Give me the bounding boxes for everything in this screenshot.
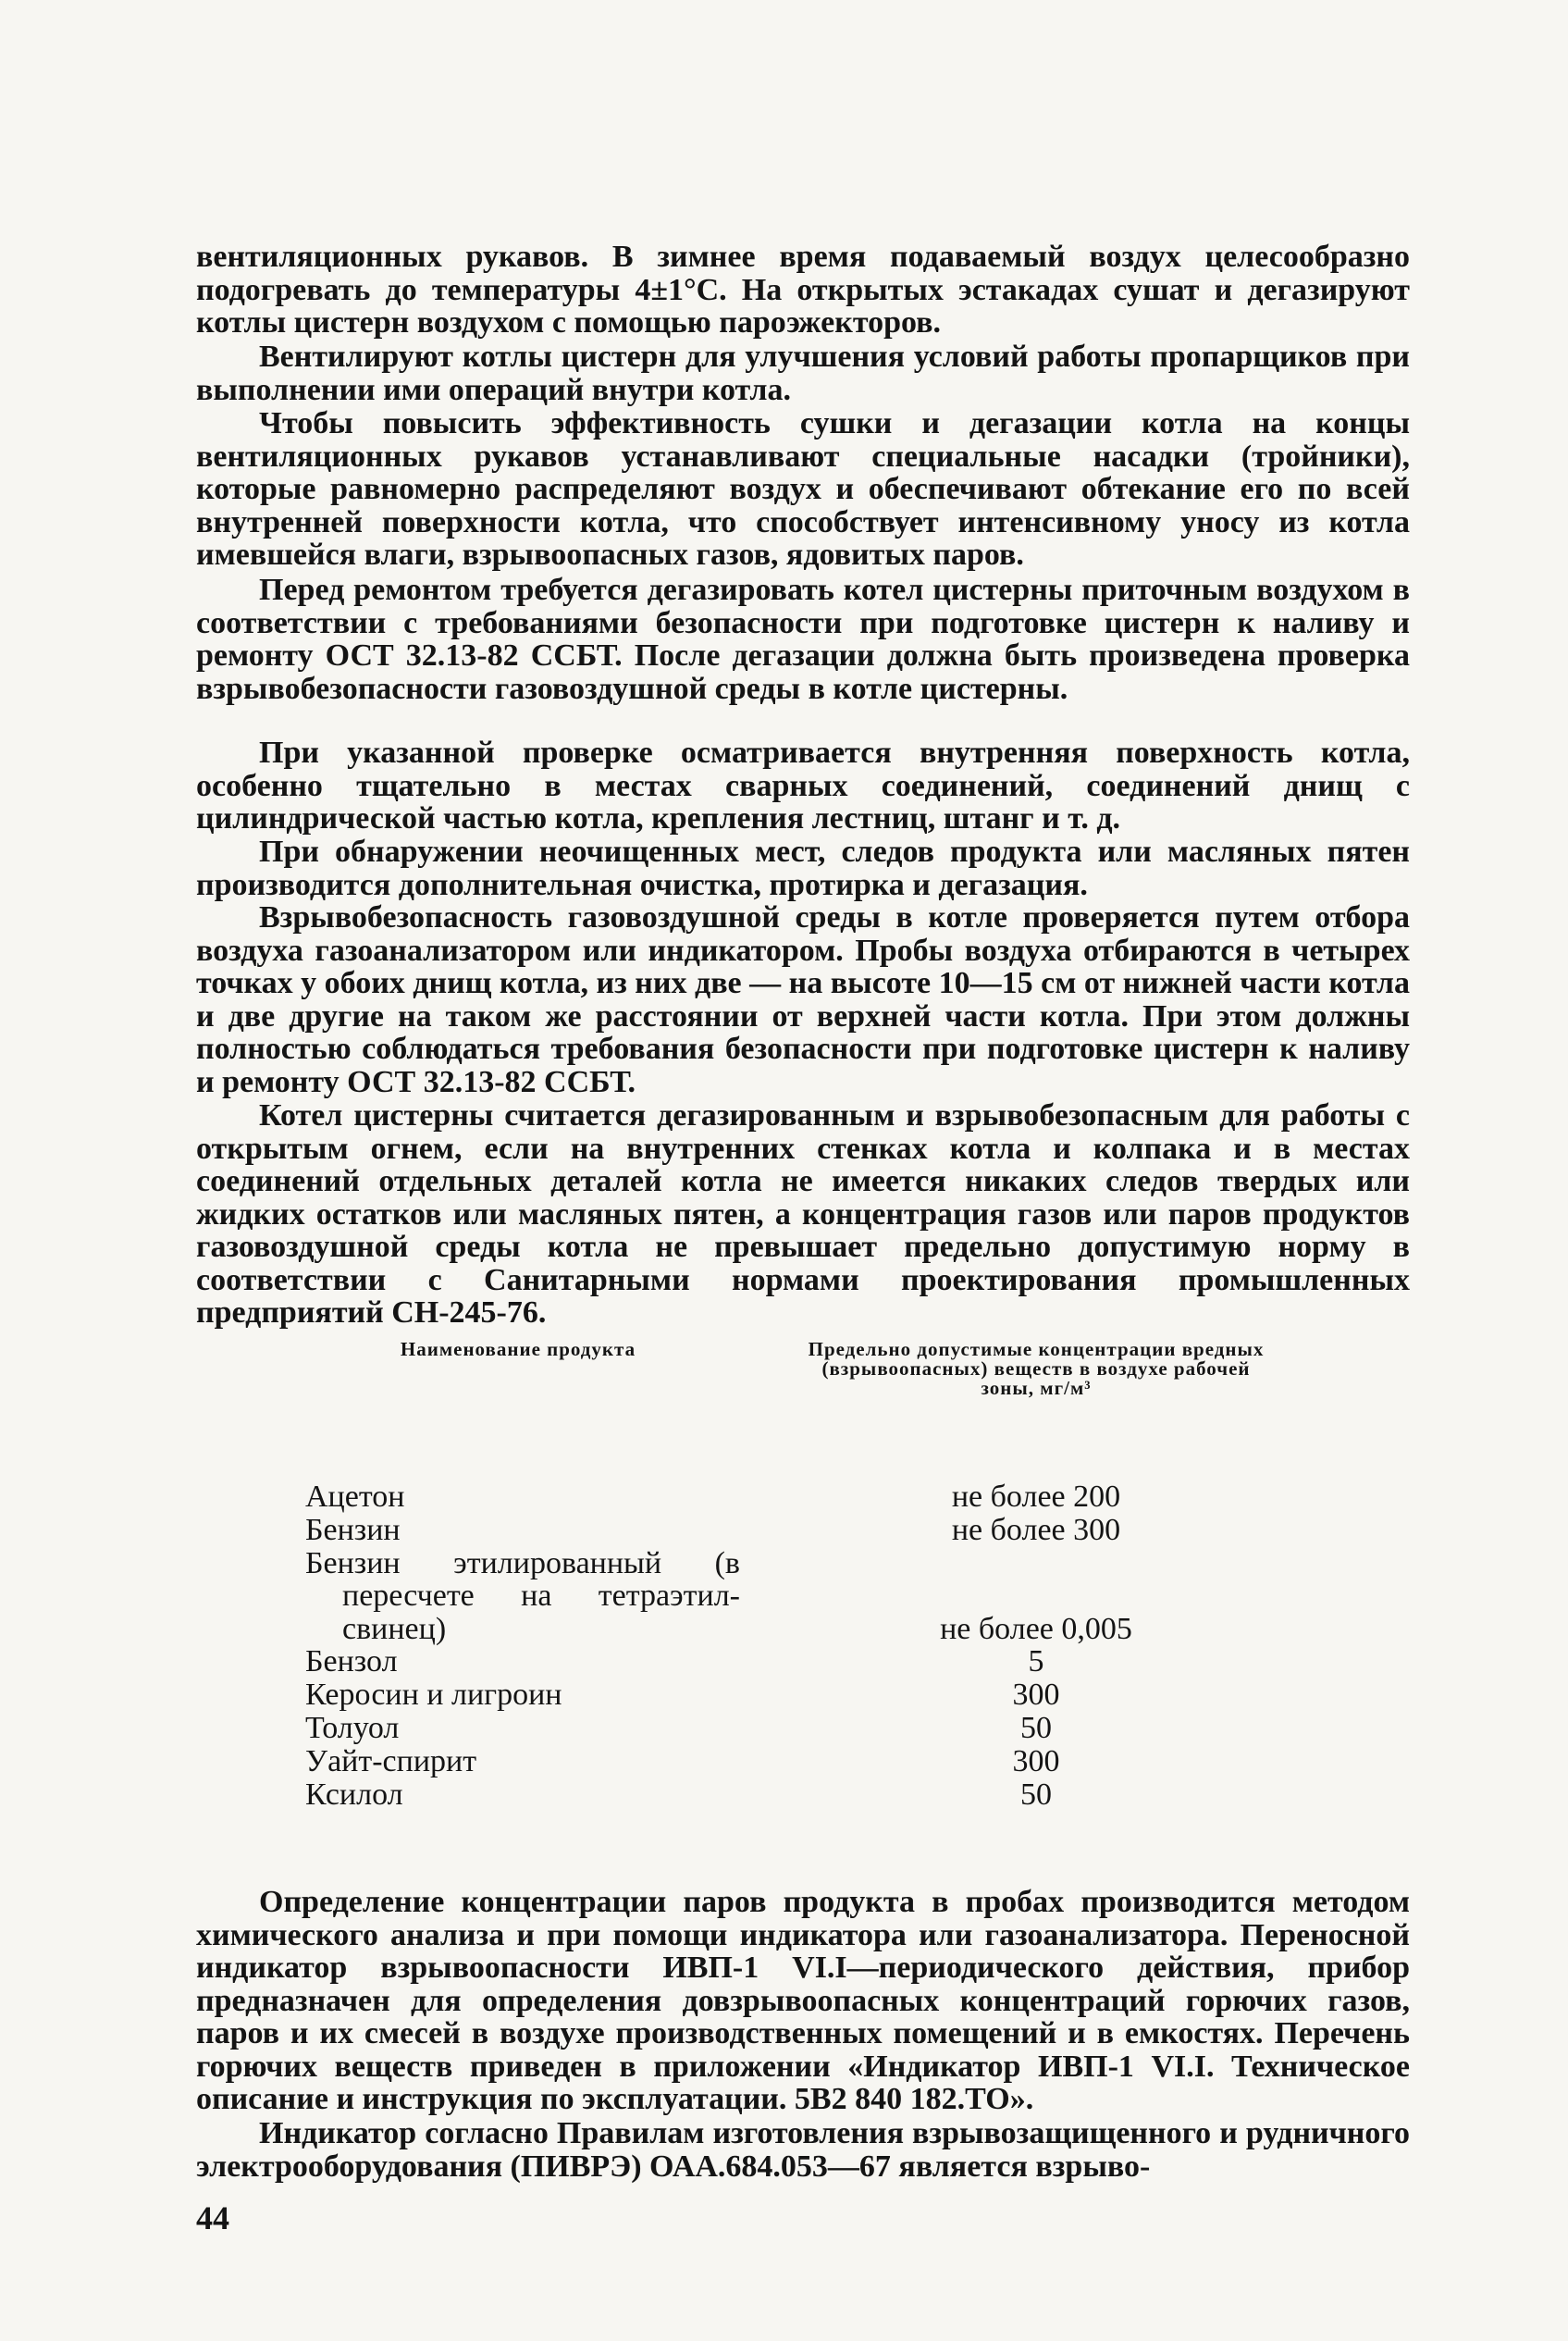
table-row-value: 50	[1020, 1711, 1052, 1745]
table-row-name: Бензин	[305, 1513, 401, 1547]
table-row-name: Керосин и лигроин	[305, 1678, 562, 1712]
paragraph-9: Определение концентрации паров продукта в пробах производится методом химического анализа и при помощи индикатора или газоанализатора. Переносной индикатор взрывоопасности ИВП-1 VI.I—периодического действия, прибор предназначен для определения довзрывоопасных концентраций горючих газов, паров и их смесей в воздухе производственных помещений и в емкостях. Перечень горючих веществ приведен в приложении «Индикатор ИВП-1 VI.I. Техническое описание и инструкция по эксплуатации. 5В2 840 182.ТО».	[196, 1885, 1410, 2116]
paragraph-2: Вентилируют котлы цистерн для улучшения условий работы пропарщиков при выполнении ими операций внутри котла.	[196, 340, 1410, 407]
table-row-name: Бензин этилированный (в	[305, 1546, 740, 1580]
table-row-name: Ацетон	[305, 1480, 405, 1514]
table-row-value: 50	[1020, 1777, 1052, 1812]
paragraph-7: Взрывобезопасность газовоздушной среды в котле проверяется путем отбора воздуха газоанализатором или индикатором. Пробы воздуха отбираются в четырех точках у обоих днищ котла, из них две — на высоте 10—15 см от нижней части котла и две другие на таком же расстоянии от верхней части котла. При этом должны полностью соблюдаться требования безопасности при подготовке цистерн к наливу и ремонту ОСТ 32.13-82 ССБТ.	[196, 900, 1410, 1099]
table-row-value: 300	[1012, 1678, 1060, 1712]
table-row-name: свинец)	[342, 1612, 447, 1646]
paragraph-8: Котел цистерны считается дегазированным и взрывобезопасным для работы с открытым огнем, если на внутренних стенках котла и колпака и в местах соединений отдельных деталей котла не имеется никаких следов твердых или жидких остатков или масляных пятен, а концентрация газов или паров продуктов газовоздушной среды котла не превышает предельно допустимую норму в соответствии с Санитарными нормами проектирования промышленных предприятий СН-245-76.	[196, 1098, 1410, 1330]
paragraph-5: При указанной проверке осматривается внутренняя поверхность котла, особенно тщательно в местах сварных соединений, соединений днищ с цилиндрической частью котла, крепления лестниц, штанг и т. д.	[196, 736, 1410, 836]
column-header-concentration: Предельно допустимые концентрации вредных (взрывоопасных) веществ в воздухе рабочей зоны, мг/м³	[808, 1338, 1265, 1399]
table-row-name: Толуол	[305, 1711, 400, 1745]
paragraph-3: Чтобы повысить эффективность сушки и дегазации котла на концы вентиляционных рукавов устанавливают специальные насадки (тройники), которые равномерно распределяют воздух и обеспечивают обтекание его по всей внутренней поверхности котла, что способствует интенсивному уносу из котла имевшейся влаги, взрывоопасных газов, ядовитых паров.	[196, 406, 1410, 572]
column-header-product: Наименование продукта	[400, 1338, 636, 1360]
paragraph-10: Индикатор согласно Правилам изготовления взрывозащищенного и рудничного электрооборудования (ПИВРЭ) ОАА.684.053—67 является взрыво-	[196, 2116, 1410, 2184]
paragraph-6: При обнаружении неочищенных мест, следов продукта или масляных пятен производится дополнительная очистка, протирка и дегазация.	[196, 835, 1410, 902]
table-row-value: не более 200	[951, 1480, 1121, 1514]
table-row-value: не более 300	[951, 1513, 1121, 1547]
page-number: 44	[196, 2199, 229, 2236]
table-row-value: не более 0,005	[940, 1612, 1132, 1646]
table-row-name: Уайт-спирит	[305, 1744, 477, 1778]
table-row-name: Ксилол	[305, 1777, 403, 1812]
paragraph-4: Перед ремонтом требуется дегазировать котел цистерны приточным воздухом в соответствии с требованиями безопасности при подготовке цистерн к наливу и ремонту ОСТ 32.13-82 ССБТ. После дегазации должна быть произведена проверка взрывобезопасности газовоздушной среды в котле цистерны.	[196, 573, 1410, 706]
table-row-name: Бензол	[305, 1644, 398, 1678]
table-row-value: 5	[1028, 1644, 1044, 1678]
paragraph-1: вентиляционных рукавов. В зимнее время подаваемый воздух целесообразно подогревать до температуры 4±1°С. На открытых эстакадах сушат и дегазируют котлы цистерн воздухом с помощью пароэжекторов.	[196, 240, 1410, 340]
table-row-name: пересчете на тетраэтил-	[342, 1579, 740, 1613]
table-row-value: 300	[1012, 1744, 1060, 1778]
